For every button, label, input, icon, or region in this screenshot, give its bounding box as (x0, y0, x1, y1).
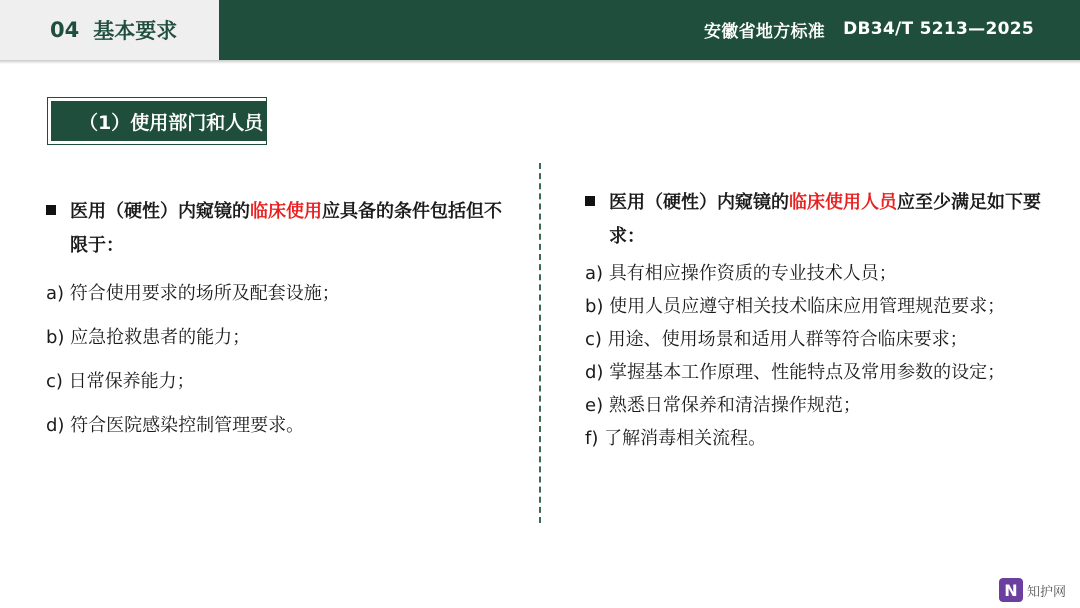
list-item: d) 符合医院感染控制管理要求。 (46, 415, 305, 436)
list-item: e) 熟悉日常保养和清洁操作规范； (585, 395, 861, 416)
watermark-logo-icon: N (999, 578, 1023, 602)
watermark (999, 578, 1066, 602)
right-heading-pre: 医用（硬性）内窥镜的 (609, 192, 789, 213)
subheading-text: （1）使用部门和人员 (79, 111, 264, 134)
square-bullet-icon (585, 196, 595, 206)
section-title: 基本要求 (93, 19, 178, 43)
square-bullet-icon (46, 205, 56, 215)
section-number: 04 (50, 18, 80, 42)
list-item: c) 日常保养能力； (46, 371, 195, 392)
left-heading (46, 195, 506, 263)
left-column (46, 195, 506, 439)
list-item: d) 掌握基本工作原理、性能特点及常用参数的设定； (585, 362, 1006, 383)
right-column (585, 186, 1055, 452)
list-item: f) 了解消毒相关流程。 (585, 428, 767, 449)
subheading-box (47, 97, 267, 145)
list-item: b) 使用人员应遵守相关技术临床应用管理规范要求； (585, 296, 1006, 317)
left-heading-pre: 医用（硬性）内窥镜的 (70, 201, 250, 222)
section-tab (0, 0, 219, 60)
list-item: a) 符合使用要求的场所及配套设施； (46, 283, 340, 304)
left-heading-highlight: 临床使用 (250, 201, 322, 222)
right-heading (585, 186, 1055, 254)
list-item: a) 具有相应操作资质的专业技术人员； (585, 263, 897, 284)
standard-code: DB34/T 5213—2025 (843, 19, 1034, 39)
watermark-text: 知护网 (1026, 584, 1066, 600)
left-heading-post: 应具备的条件包括但不限于： (70, 201, 502, 256)
column-divider (539, 163, 541, 523)
standard-label (704, 0, 1034, 58)
list-item: b) 应急抢救患者的能力； (46, 327, 251, 348)
list-item: c) 用途、使用场景和适用人群等符合临床要求； (585, 329, 968, 350)
right-heading-post: 应至少满足如下要求： (609, 192, 1041, 247)
header-shadow (0, 60, 1080, 64)
standard-org: 安徽省地方标准 (704, 21, 826, 42)
right-heading-highlight: 临床使用人员 (789, 192, 897, 213)
